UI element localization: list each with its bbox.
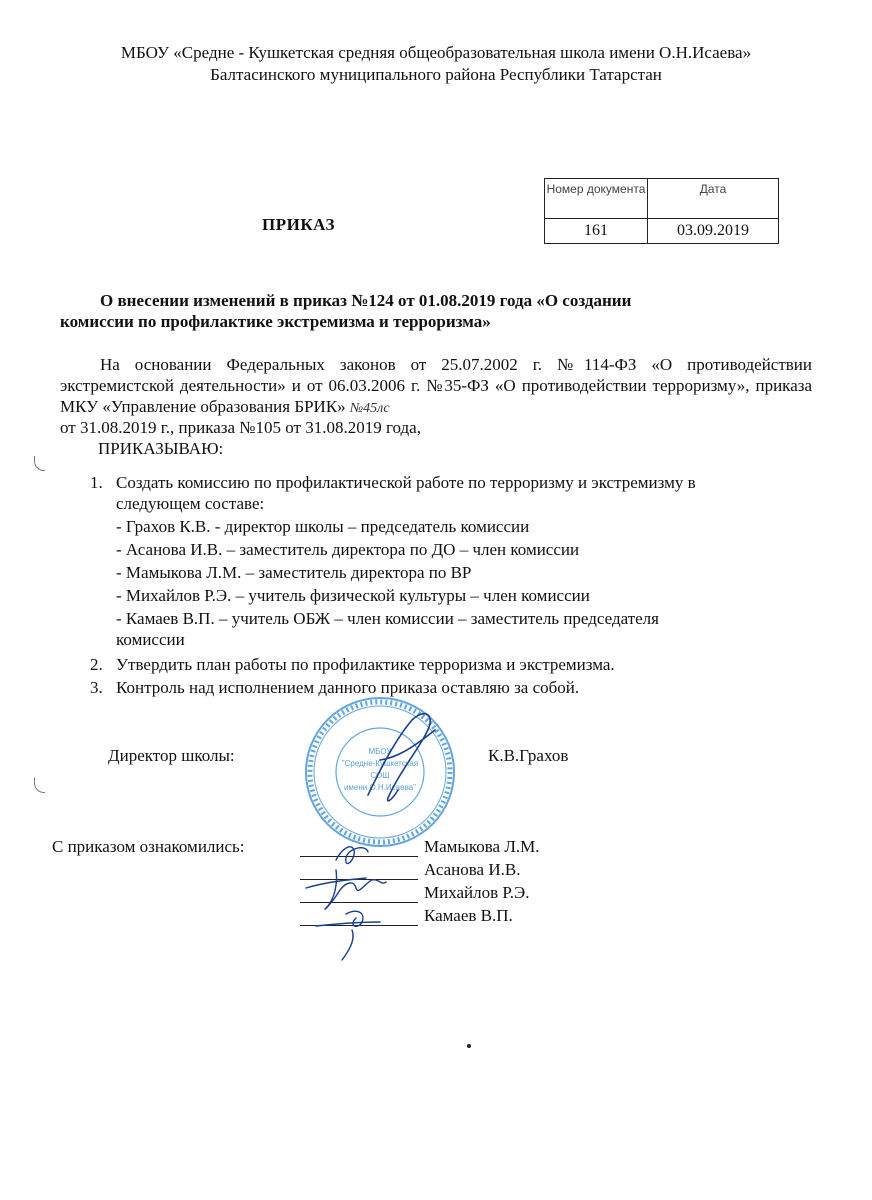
acquainted-name-3: Михайлов Р.Э. [424,883,530,902]
school-name-line2: Балтасинского муниципального района Республики Татарстан [210,65,662,84]
document-number-table [544,178,779,244]
acquainted-name-2: Асанова И.В. [424,860,521,879]
doc-date-value: 03.09.2019 [648,219,779,244]
handwritten-order-number: №45лс [349,401,390,416]
subject-line1: О внесении изменений в приказ №124 от 01.08.2019 года «О создании [100,291,632,310]
subject-line2: комиссии по профилактике экстремизма и терроризма» [60,312,491,331]
doc-date-header: Дата [648,179,779,219]
item-1-line1: Создать комиссию по профилактической работе по терроризму и экстремизму в [116,473,696,492]
member-4: - Михайлов Р.Э. – учитель физической культуры – член комиссии [116,586,590,605]
stamp-text-3: СОШ [370,771,390,780]
scan-dot [467,1044,471,1048]
doc-number-header: Номер документа [545,179,648,219]
member-2: - Асанова И.В. – заместитель директора по ДО – член комиссии [116,540,580,559]
director-name: К.В.Грахов [488,746,569,765]
margin-mark-top [34,456,45,471]
staff-signatures [296,830,426,970]
doc-number-value: 161 [545,219,648,244]
item-1-line2: следующем составе: [116,494,265,513]
acquainted-label: С приказом ознакомились: [52,837,245,856]
page-title: ПРИКАЗ [262,215,335,234]
item-3-text: Контроль над исполнением данного приказа оставляю за собой. [116,678,580,697]
acquainted-name-4: Камаев В.П. [424,906,513,925]
director-label: Директор школы: [108,746,235,765]
member-3: - Мамыкова Л.М. – заместитель директора по ВР [116,563,472,582]
member-5-line2: комиссии [116,630,185,649]
basis-last-line: от 31.08.2019 г., приказа №105 от 31.08.2019 года, [60,418,421,437]
stamp-text-1: МБОУ [368,747,392,756]
stamp-text-2: "Средне-Кушкетская [341,759,419,768]
item-1-number: 1. [90,473,103,492]
school-name-line1: МБОУ «Средне - Кушкетская средняя общеобразовательная школа имени О.Н.Исаева» [120,43,752,62]
basis-paragraph [60,354,812,419]
member-5-line1: - Камаев В.П. – учитель ОБЖ – член комиссии – заместитель председателя [116,609,659,628]
item-2-text: Утвердить план работы по профилактике терроризма и экстремизма. [116,655,615,674]
order-word: ПРИКАЗЫВАЮ: [98,439,224,458]
margin-mark-bottom [34,778,45,793]
item-2-number: 2. [90,655,103,674]
basis-text: На основании Федеральных законов от 25.07.2002 г. №114-ФЗ «О противодействии экстремистской деятельности» и от 06.03.2006 г. №35-ФЗ «О противодействии терроризму», приказа МКУ «Управление образования БРИК» [60,355,812,416]
stamp-text-4: имени О.Н.Исаева" [343,783,417,792]
director-signature [340,700,450,820]
member-1: - Грахов К.В. - директор школы – председатель комиссии [116,517,530,536]
acquainted-name-1: Мамыкова Л.М. [424,837,540,856]
item-3-number: 3. [90,678,103,697]
